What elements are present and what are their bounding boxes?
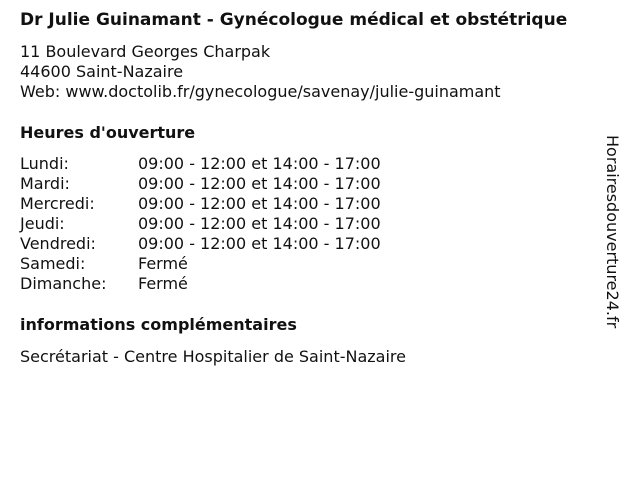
- hours-row-monday: [20, 154, 610, 174]
- hours-row-wednesday: [20, 194, 610, 214]
- day-hours: 09:00 - 12:00 et 14:00 - 17:00: [138, 214, 381, 233]
- hours-row-friday: [20, 234, 610, 254]
- hours-row-thursday: [20, 214, 610, 234]
- day-label: Samedi:: [20, 254, 86, 273]
- day-hours: 09:00 - 12:00 et 14:00 - 17:00: [138, 174, 381, 193]
- page-title: Dr Julie Guinamant - Gynécologue médical et obstétrique: [20, 10, 568, 30]
- info-heading: informations complémentaires: [20, 315, 297, 334]
- hours-row-saturday: [20, 254, 610, 274]
- street-address: 11 Boulevard Georges Charpak: [20, 42, 271, 61]
- hours-heading: Heures d'ouverture: [20, 123, 196, 142]
- hours-row-tuesday: [20, 174, 610, 194]
- day-label: Vendredi:: [20, 234, 96, 253]
- day-label: Mardi:: [20, 174, 70, 193]
- day-label: Mercredi:: [20, 194, 95, 213]
- hours-table: [20, 154, 610, 294]
- day-hours: Fermé: [138, 254, 188, 273]
- day-hours: Fermé: [138, 274, 188, 293]
- info-text: Secrétariat - Centre Hospitalier de Saint-Nazaire: [20, 347, 406, 366]
- day-label: Dimanche:: [20, 274, 107, 293]
- address-block: [20, 42, 610, 102]
- website-line: Web: www.doctolib.fr/gynecologue/savenay/julie-guinamant: [20, 82, 501, 101]
- hours-row-sunday: [20, 274, 610, 294]
- city-address: 44600 Saint-Nazaire: [20, 62, 184, 81]
- day-hours: 09:00 - 12:00 et 14:00 - 17:00: [138, 194, 381, 213]
- day-label: Jeudi:: [20, 214, 65, 233]
- business-card: [20, 10, 610, 367]
- day-hours: 09:00 - 12:00 et 14:00 - 17:00: [138, 154, 381, 173]
- day-label: Lundi:: [20, 154, 69, 173]
- day-hours: 09:00 - 12:00 et 14:00 - 17:00: [138, 234, 381, 253]
- brand-watermark: Horairesdouverture24.fr: [603, 135, 622, 329]
